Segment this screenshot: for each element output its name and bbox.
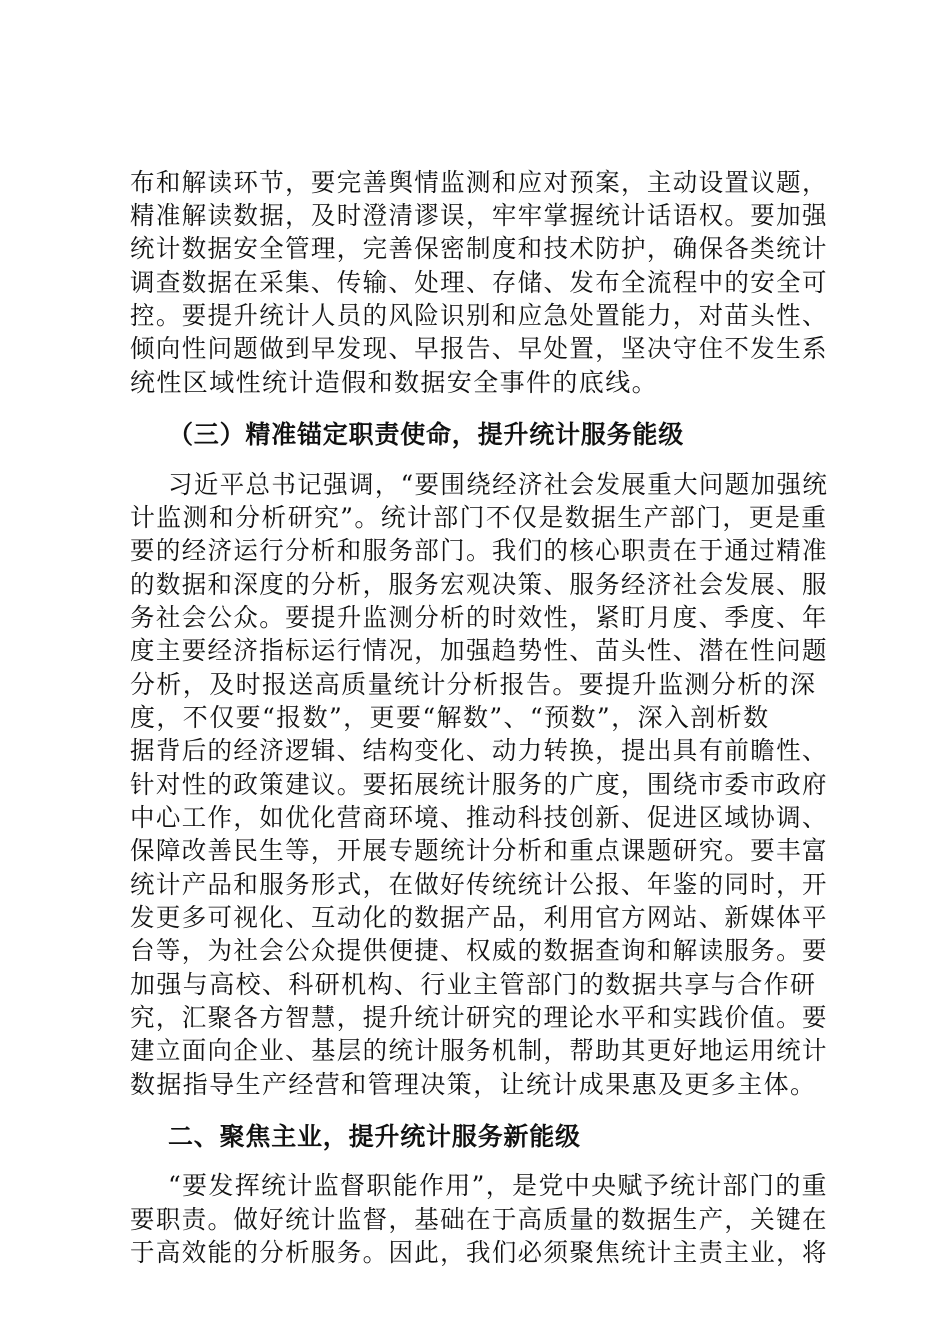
section-heading: （三）精准锚定职责使命，提升统计服务能级 — [168, 420, 685, 449]
text-line: 中心工作，如优化营商环境、推动科技创新、促进区域协调、 — [130, 803, 828, 832]
text-line: 统计数据安全管理，完善保密制度和技术防护，确保各类统计 — [130, 234, 828, 263]
text-line: 控。要提升统计人员的风险识别和应急处置能力，对苗头性、 — [130, 301, 828, 330]
text-line: 度，不仅要“报数”，更要“解数”、“预数”，深入剖析数 — [130, 703, 770, 732]
text-line: 数据指导生产经营和管理决策，让统计成果惠及更多主体。 — [130, 1070, 817, 1099]
chapter-heading: 二、聚焦主业，提升统计服务新能级 — [168, 1122, 581, 1151]
text-line: 的数据和深度的分析，服务宏观决策、服务经济社会发展、服 — [130, 570, 828, 599]
text-line: 据背后的经济逻辑、结构变化、动力转换，提出具有前瞻性、 — [130, 736, 828, 765]
text-line: 分析，及时报送高质量统计分析报告。要提升监测分析的深 — [130, 670, 817, 699]
text-line: 统性区域性统计造假和数据安全事件的底线。 — [130, 368, 659, 397]
text-line: 针对性的政策建议。要拓展统计服务的广度，围绕市委市政府 — [130, 770, 828, 799]
text-line: 度主要经济指标运行情况，加强趋势性、苗头性、潜在性问题 — [130, 636, 828, 665]
text-line: 要职责。做好统计监督，基础在于高质量的数据生产，关键在 — [130, 1205, 828, 1234]
text-line: “要发挥统计监督职能作用”，是党中央赋予统计部门的重 — [168, 1171, 828, 1200]
text-line: 究，汇聚各方智慧，提升统计研究的理论水平和实践价值。要 — [130, 1003, 828, 1032]
text-line: 统计产品和服务形式，在做好传统统计公报、年鉴的同时，开 — [130, 870, 828, 899]
text-line: 发更多可视化、互动化的数据产品，利用官方网站、新媒体平 — [130, 903, 828, 932]
text-line: 加强与高校、科研机构、行业主管部门的数据共享与合作研 — [130, 970, 817, 999]
text-line: 要的经济运行分析和服务部门。我们的核心职责在于通过精准 — [130, 536, 828, 565]
text-line: 建立面向企业、基层的统计服务机制，帮助其更好地运用统计 — [130, 1036, 828, 1065]
text-line: 倾向性问题做到早发现、早报告、早处置，坚决守住不发生系 — [130, 334, 828, 363]
text-line: 布和解读环节，要完善舆情监测和应对预案，主动设置议题， — [130, 168, 828, 197]
text-line: 计监测和分析研究”。统计部门不仅是数据生产部门，更是重 — [130, 503, 828, 532]
text-line: 习近平总书记强调，“要围绕经济社会发展重大问题加强统 — [168, 470, 829, 499]
text-line: 于高效能的分析服务。因此，我们必须聚焦统计主责主业，将 — [130, 1238, 828, 1267]
text-line: 保障改善民生等，开展专题统计分析和重点课题研究。要丰富 — [130, 836, 828, 865]
text-line: 调查数据在采集、传输、处理、存储、发布全流程中的安全可 — [130, 268, 828, 297]
text-line: 精准解读数据，及时澄清谬误，牢牢掌握统计话语权。要加强 — [130, 201, 828, 230]
text-line: 台等，为社会公众提供便捷、权威的数据查询和解读服务。要 — [130, 936, 828, 965]
text-line: 务社会公众。要提升监测分析的时效性，紧盯月度、季度、年 — [130, 603, 828, 632]
